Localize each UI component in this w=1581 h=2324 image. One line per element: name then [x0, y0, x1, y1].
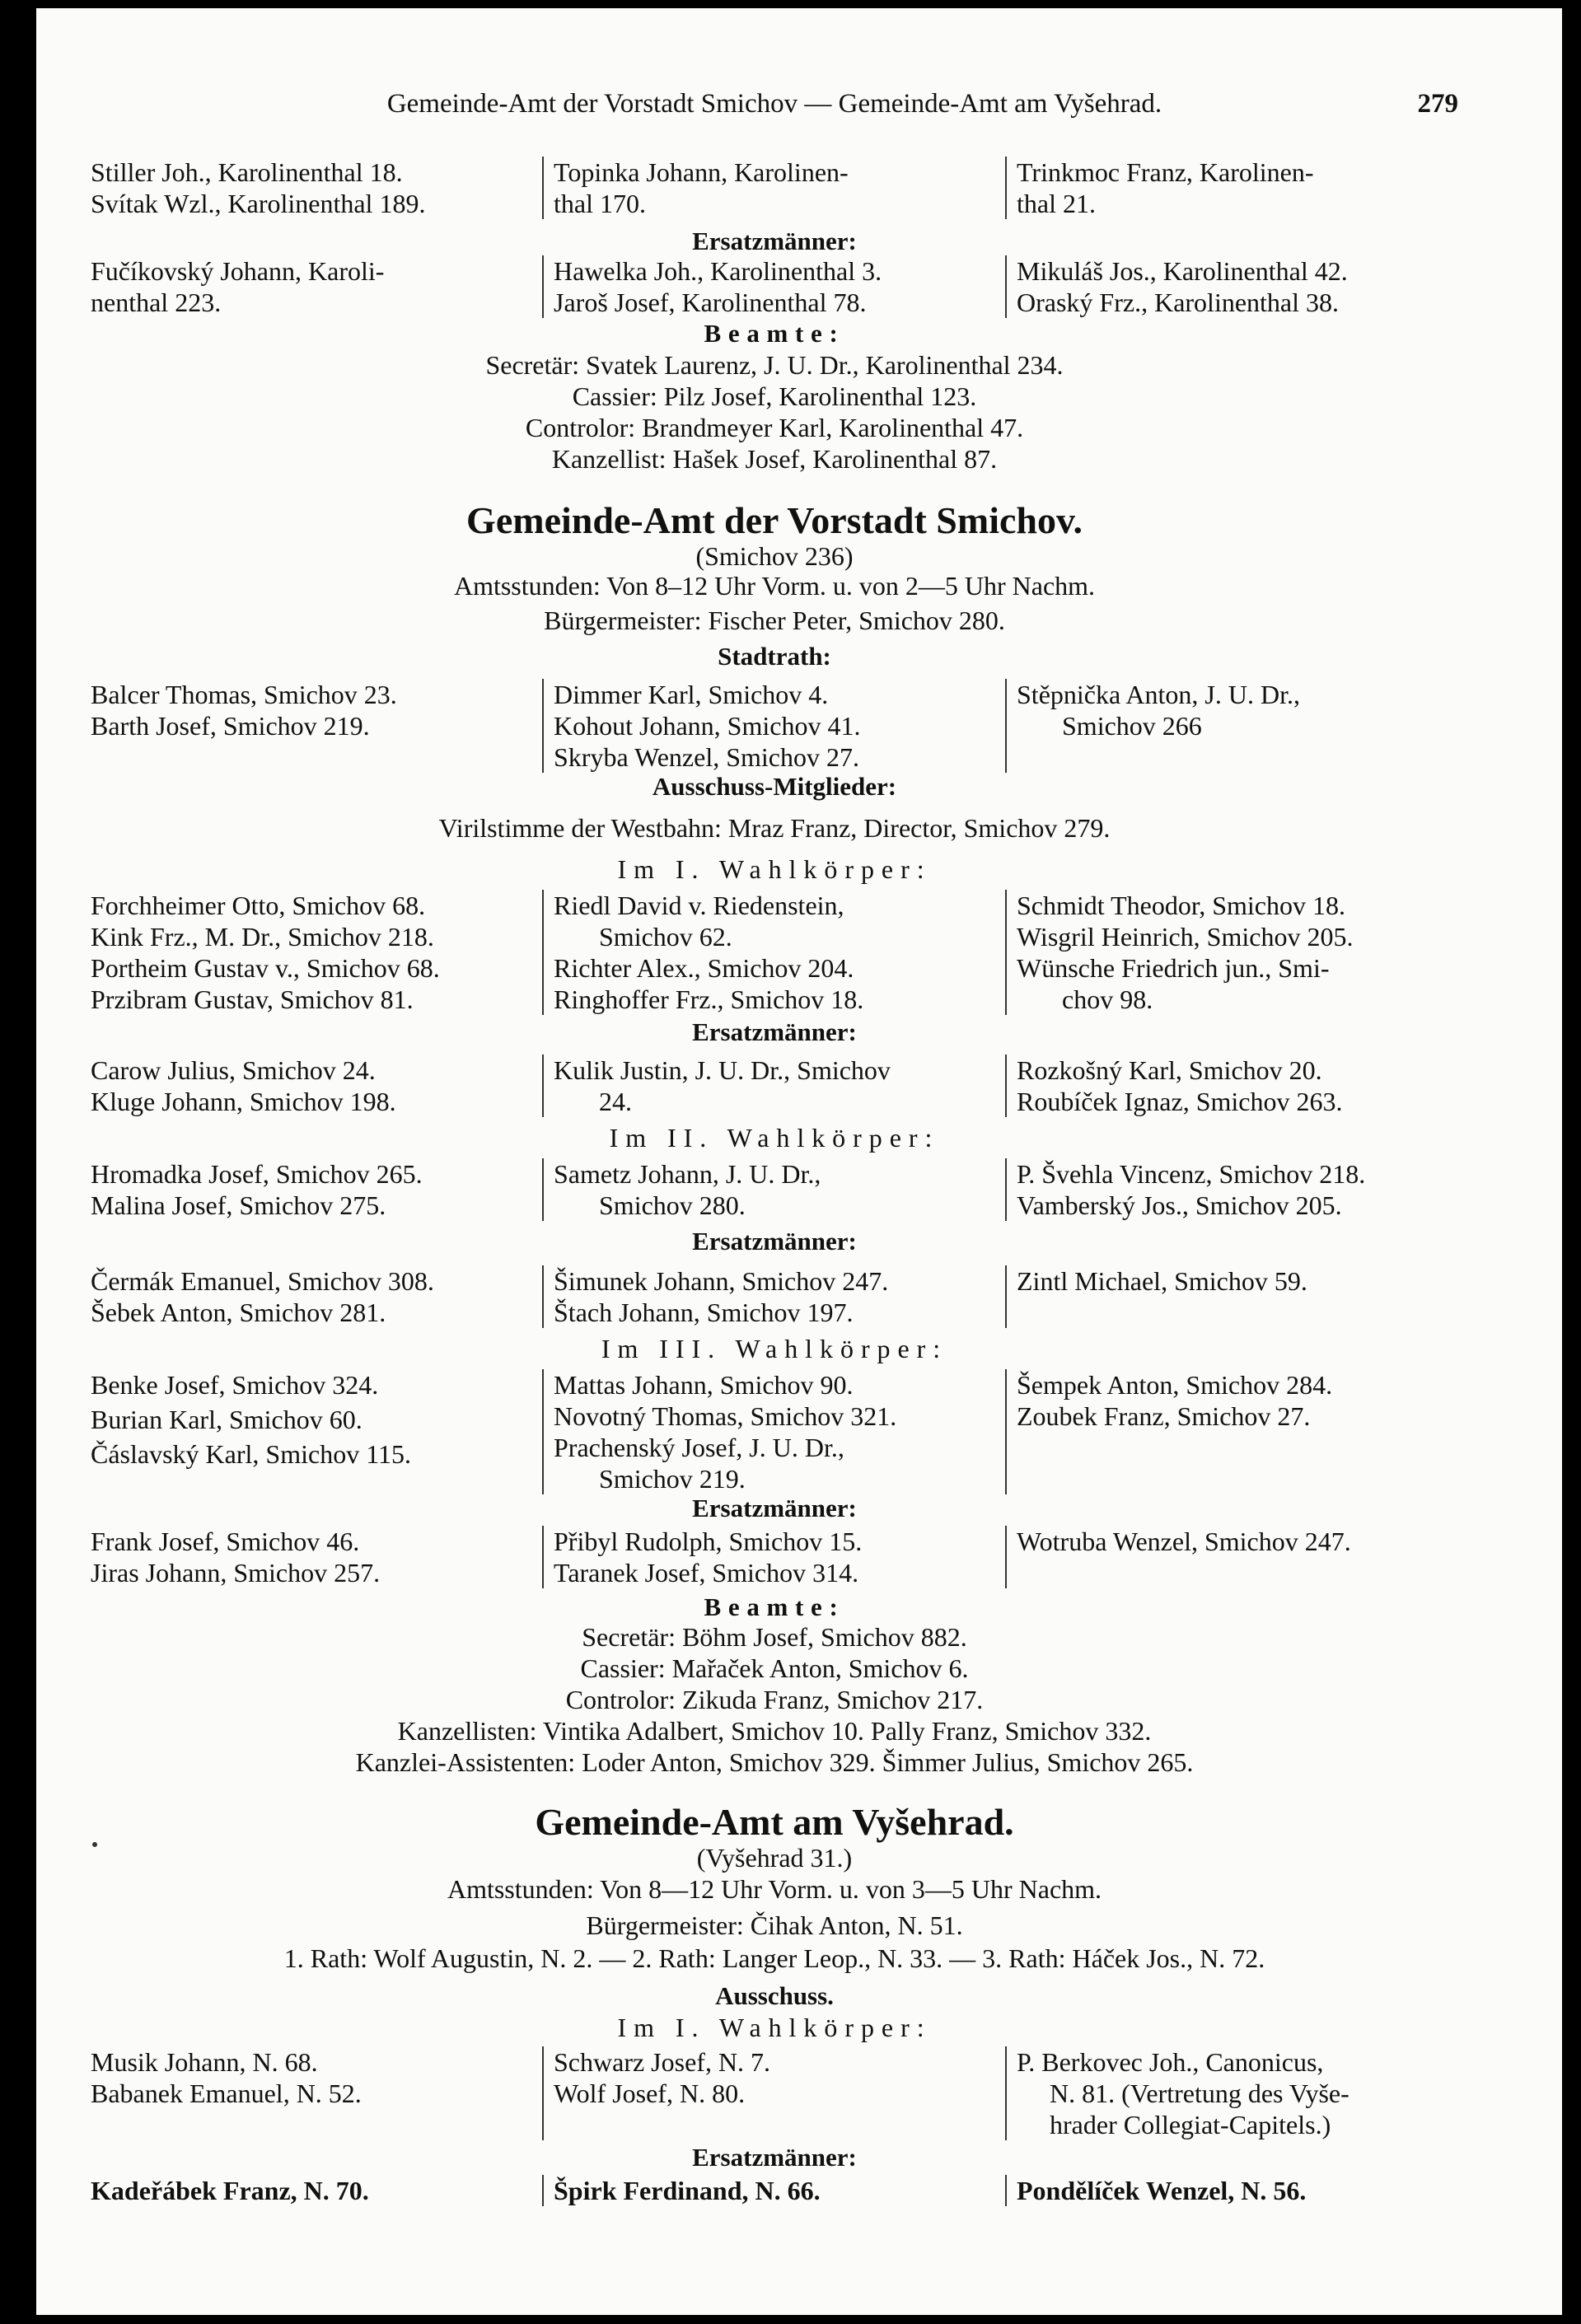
ersatz-col-2 — [542, 255, 1005, 318]
w3-ersatz-heading: Ersatzmänner: — [692, 1494, 857, 1522]
list-item: Kink Frz., M. Dr., Smichov 218. — [91, 922, 434, 952]
list-item: Jaroš Josef, Karolinenthal 78. — [554, 288, 867, 317]
list-item: Stěpnička Anton, J. U. Dr., — [1017, 680, 1300, 709]
smichov-mayor: Bürgermeister: Fischer Peter, Smichov 280. — [544, 606, 1005, 635]
members-col-1 — [91, 157, 542, 219]
list-item: Portheim Gustav v., Smichov 68. — [91, 953, 440, 983]
smichov-hours: Amtsstunden: Von 8–12 Uhr Vorm. u. von 2—5 Uhr Nachm. — [453, 571, 1096, 601]
list-item: Kulik Justin, J. U. Dr., Smichov — [554, 1055, 891, 1085]
w1-col-1 — [91, 890, 542, 1015]
list-item: Wotruba Wenzel, Smichov 247. — [1017, 1527, 1351, 1556]
page-number: 279 — [1417, 89, 1458, 119]
vysehrad-w1-members — [91, 2046, 1458, 2140]
list-item: Musik Johann, N. 68. — [91, 2047, 318, 2077]
list-item: Šimunek Johann, Smichov 247. — [554, 1266, 889, 1296]
list-item: Rozkošný Karl, Smichov 20. — [1017, 1055, 1322, 1085]
wahlkoerper-2-heading: Im II. Wahlkörper: — [609, 1123, 940, 1153]
w1-ersatz-col-3 — [1005, 1054, 1458, 1117]
list-item: Benke Josef, Smichov 324. — [91, 1370, 379, 1400]
vysehrad-address: (Vyšehrad 31.) — [696, 1843, 853, 1873]
list-item: Sametz Johann, J. U. Dr., — [554, 1159, 821, 1189]
w2-ersatz-col-2 — [542, 1265, 1005, 1328]
running-head — [91, 89, 1458, 125]
vw1-col-1 — [91, 2046, 542, 2140]
vw1-col-3 — [1005, 2046, 1458, 2140]
w2-ersatz-members — [91, 1265, 1458, 1328]
w2-col-3 — [1005, 1158, 1458, 1221]
list-item: Šebek Anton, Smichov 281. — [91, 1298, 386, 1327]
w3-ersatz-col-3 — [1005, 1526, 1458, 1588]
list-item: Roubíček Ignaz, Smichov 263. — [1017, 1087, 1343, 1116]
list-item: Jiras Johann, Smichov 257. — [91, 1558, 381, 1588]
wahlkoerper-1-members — [91, 890, 1458, 1015]
list-item: Skryba Wenzel, Smichov 27. — [554, 742, 859, 772]
vw1-col-2 — [542, 2046, 1005, 2140]
w3-col-2 — [542, 1369, 1005, 1494]
list-item: Przibram Gustav, Smichov 81. — [91, 984, 414, 1014]
list-item: Schmidt Theodor, Smichov 18. — [1017, 891, 1345, 920]
list-item: Kohout Johann, Smichov 41. — [554, 711, 861, 741]
list-item: Hromadka Josef, Smichov 265. — [91, 1159, 423, 1189]
list-item: Topinka Johann, Karolinen- — [554, 157, 849, 187]
w3-col-3 — [1005, 1369, 1458, 1494]
list-item: N. 81. (Vertretung des Vyše- — [1050, 2079, 1349, 2108]
list-item: Riedl David v. Riedenstein, — [554, 891, 844, 920]
list-item: Zoubek Franz, Smichov 27. — [1017, 1401, 1311, 1431]
smichov-address: (Smichov 236) — [695, 541, 854, 571]
stadtrath-col-3 — [1005, 679, 1458, 773]
list-item: Kadeřábek Franz, N. 70. — [91, 2176, 369, 2205]
beamte-line: Cassier: Mařaček Anton, Smichov 6. — [580, 1653, 969, 1683]
list-item: Taranek Josef, Smichov 314. — [554, 1558, 859, 1588]
list-item: thal 170. — [554, 189, 646, 218]
list-item: 24. — [599, 1087, 632, 1116]
list-item: Smichov 62. — [599, 922, 732, 952]
list-item: Čáslavský Karl, Smichov 115. — [91, 1439, 411, 1469]
speck-mark — [92, 1842, 97, 1847]
list-item: Štach Johann, Smichov 197. — [554, 1298, 854, 1327]
running-title: Gemeinde-Amt der Vorstadt Smichov — Gemeinde-Amt am Vyšehrad. — [386, 89, 1162, 119]
list-item: Šempek Anton, Smichov 284. — [1017, 1370, 1333, 1400]
beamte-line: Controlor: Zikuda Franz, Smichov 217. — [565, 1685, 984, 1714]
beamte-line: Secretär: Svatek Laurenz, J. U. Dr., Karolinenthal 234. — [485, 350, 1064, 380]
karolinenthal-members — [91, 157, 1458, 219]
vers-col-2 — [542, 2175, 1005, 2206]
ersatz-col-1 — [91, 255, 542, 318]
list-item: Frank Josef, Smichov 46. — [91, 1527, 360, 1556]
beamte-line: Secretär: Böhm Josef, Smichov 882. — [582, 1622, 967, 1652]
list-item: Ringhoffer Frz., Smichov 18. — [554, 984, 864, 1014]
list-item: Richter Alex., Smichov 204. — [554, 953, 854, 983]
beamte-line: Controlor: Brandmeyer Karl, Karolinenthal 47. — [525, 413, 1024, 442]
list-item: P. Berkovec Joh., Canonicus, — [1017, 2047, 1324, 2077]
virilstimme: Virilstimme der Westbahn: Mraz Franz, Director, Smichov 279. — [438, 813, 1111, 843]
wahlkoerper-2-members — [91, 1158, 1458, 1221]
beamte-heading: Beamte: — [704, 319, 845, 348]
w1-ersatz-members — [91, 1054, 1458, 1117]
list-item: Špirk Ferdinand, N. 66. — [554, 2176, 821, 2205]
w3-ersatz-col-2 — [542, 1526, 1005, 1588]
vysehrad-ausschuss-heading: Ausschuss. — [715, 1981, 834, 2010]
stadtrath-heading: Stadtrath: — [718, 642, 831, 671]
karolinenthal-ersatz — [91, 255, 1458, 318]
stadtrath-col-2 — [542, 679, 1005, 773]
ersatz-col-3 — [1005, 255, 1458, 318]
stadtrath-members — [91, 679, 1458, 773]
list-item: Mattas Johann, Smichov 90. — [554, 1370, 854, 1400]
list-item: Čermák Emanuel, Smichov 308. — [91, 1266, 434, 1296]
wahlkoerper-3-heading: Im III. Wahlkörper: — [601, 1334, 948, 1363]
list-item: Smichov 280. — [599, 1190, 746, 1220]
ersatz-heading: Ersatzmänner: — [692, 227, 857, 255]
w2-ersatz-heading: Ersatzmänner: — [692, 1227, 857, 1256]
list-item: Zintl Michael, Smichov 59. — [1017, 1266, 1307, 1296]
wahlkoerper-3-members — [91, 1369, 1458, 1494]
list-item: Carow Julius, Smichov 24. — [91, 1055, 376, 1085]
w1-ersatz-heading: Ersatzmänner: — [692, 1017, 857, 1046]
vers-col-1 — [91, 2175, 542, 2206]
vysehrad-mayor: Bürgermeister: Čihak Anton, N. 51. — [586, 1910, 963, 1940]
list-item: Fučíkovský Johann, Karoli- — [91, 256, 385, 286]
list-item: Barth Josef, Smichov 219. — [91, 711, 370, 741]
vers-col-3 — [1005, 2175, 1458, 2206]
smichov-beamte-heading: Beamte: — [704, 1592, 845, 1621]
list-item: nenthal 223. — [91, 288, 222, 317]
list-item: P. Švehla Vincenz, Smichov 218. — [1017, 1159, 1366, 1189]
list-item: Forchheimer Otto, Smichov 68. — [91, 891, 426, 920]
list-item: Hawelka Joh., Karolinenthal 3. — [554, 256, 882, 286]
stadtrath-col-1 — [91, 679, 542, 773]
karolinenthal-beamte — [91, 349, 1458, 475]
ausschuss-heading: Ausschuss-Mitglieder: — [652, 772, 897, 801]
w3-ersatz-col-1 — [91, 1526, 542, 1588]
w1-ersatz-col-1 — [91, 1054, 542, 1117]
list-item: Novotný Thomas, Smichov 321. — [554, 1401, 897, 1431]
list-item: Kluge Johann, Smichov 198. — [91, 1087, 396, 1116]
list-item: Trinkmoc Franz, Karolinen- — [1017, 157, 1314, 187]
document-page — [36, 8, 1562, 2315]
list-item: hrader Collegiat-Capitels.) — [1050, 2110, 1331, 2139]
list-item: thal 21. — [1017, 189, 1096, 218]
vysehrad-raths: 1. Rath: Wolf Augustin, N. 2. — 2. Rath: Langer Leop., N. 33. — 3. Rath: Háček Jos., N. 72. — [283, 1943, 1265, 1973]
vysehrad-hours: Amtsstunden: Von 8—12 Uhr Vorm. u. von 3—5 Uhr Nachm. — [447, 1874, 1102, 1904]
list-item: Oraský Frz., Karolinenthal 38. — [1017, 288, 1340, 317]
list-item: Prachenský Josef, J. U. Dr., — [554, 1433, 844, 1462]
vysehrad-ersatz-members — [91, 2175, 1458, 2206]
section-title-smichov: Gemeinde-Amt der Vorstadt Smichov. — [466, 499, 1083, 541]
list-item: Wolf Josef, N. 80. — [554, 2079, 746, 2108]
list-item: Vamberský Jos., Smichov 205. — [1017, 1190, 1342, 1220]
w2-col-2 — [542, 1158, 1005, 1221]
list-item: Wisgril Heinrich, Smichov 205. — [1017, 922, 1354, 952]
w2-col-1 — [91, 1158, 542, 1221]
w3-col-1 — [91, 1369, 542, 1494]
list-item: Babanek Emanuel, N. 52. — [91, 2079, 362, 2108]
members-col-3 — [1005, 157, 1458, 219]
w2-ersatz-col-3 — [1005, 1265, 1458, 1328]
beamte-line: Kanzellisten: Vintika Adalbert, Smichov 10. Pally Franz, Smichov 332. — [397, 1716, 1152, 1746]
beamte-line: Kanzlei-Assistenten: Loder Anton, Smichov 329. Šimmer Julius, Smichov 265. — [355, 1747, 1194, 1777]
list-item: Wünsche Friedrich jun., Smi- — [1017, 953, 1330, 983]
list-item: Burian Karl, Smichov 60. — [91, 1405, 363, 1434]
beamte-line: Cassier: Pilz Josef, Karolinenthal 123. — [572, 381, 977, 411]
list-item: Dimmer Karl, Smichov 4. — [554, 680, 829, 709]
vysehrad-ersatz-heading: Ersatzmänner: — [692, 2143, 857, 2172]
list-item: chov 98. — [1062, 984, 1153, 1014]
members-col-2 — [542, 157, 1005, 219]
w1-col-3 — [1005, 890, 1458, 1015]
vysehrad-wahlkoerper-heading: Im I. Wahlkörper: — [617, 2013, 932, 2042]
w2-ersatz-col-1 — [91, 1265, 542, 1328]
list-item: Mikuláš Jos., Karolinenthal 42. — [1017, 256, 1348, 286]
list-item: Smichov 219. — [599, 1464, 746, 1494]
w3-ersatz-members — [91, 1526, 1458, 1588]
list-item: Malina Josef, Smichov 275. — [91, 1190, 386, 1220]
beamte-line: Kanzellist: Hašek Josef, Karolinenthal 87. — [551, 444, 998, 474]
list-item: Stiller Joh., Karolinenthal 18. — [91, 157, 403, 187]
list-item: Svítak Wzl., Karolinenthal 189. — [91, 189, 426, 218]
w1-ersatz-col-2 — [542, 1054, 1005, 1117]
section-title-vysehrad: Gemeinde-Amt am Vyšehrad. — [535, 1801, 1014, 1843]
list-item: Schwarz Josef, N. 7. — [554, 2047, 771, 2077]
list-item: Smichov 266 — [1062, 711, 1202, 741]
list-item: Přibyl Rudolph, Smichov 15. — [554, 1527, 863, 1556]
w1-col-2 — [542, 890, 1005, 1015]
list-item: Pondělíček Wenzel, N. 56. — [1017, 2176, 1307, 2205]
list-item: Balcer Thomas, Smichov 23. — [91, 680, 397, 709]
wahlkoerper-1-heading: Im I. Wahlkörper: — [617, 854, 932, 884]
smichov-beamte — [91, 1621, 1458, 1778]
